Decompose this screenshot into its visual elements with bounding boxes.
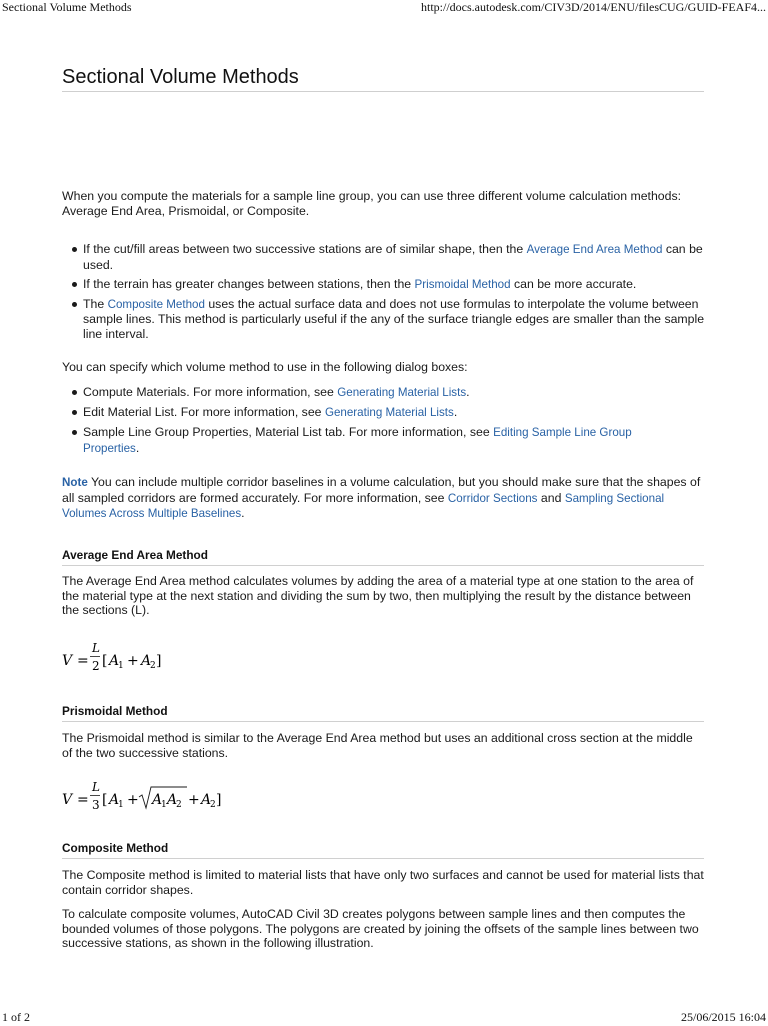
svg-text:3: 3 <box>92 798 100 812</box>
sampling-sectional-volumes-link[interactable]: Sampling Sectional Volumes Across Multiple Baselines <box>62 491 665 521</box>
svg-text:+: + <box>188 792 200 808</box>
page-title: Sectional Volume Methods <box>62 66 704 92</box>
svg-text:1: 1 <box>118 661 124 671</box>
intro-line-2: Average End Area, Prismoidal, or Composite. <box>62 203 310 218</box>
prismoidal-text: The Prismoidal method is similar to the Average End Area method but uses an additional cross section at the middle of the two successive stations. <box>62 731 693 760</box>
svg-text:[: [ <box>102 792 108 808</box>
svg-text:V: V <box>62 653 73 669</box>
generating-material-lists-link-2[interactable]: Generating Material Lists <box>324 405 454 419</box>
svg-text:]: ] <box>216 792 222 808</box>
svg-text:=: = <box>77 792 89 808</box>
svg-text:A: A <box>201 792 212 808</box>
composite-text-1: The Composite method is limited to material lists that have only two surfaces and cannot be used for material lists that contain corridor shapes. <box>62 868 704 897</box>
list-item: Sample Line Group Properties, Material List tab. For more information, see Editing Sample Line Group Properties. <box>83 425 725 456</box>
note-paragraph: Note You can include multiple corridor baselines in a volume calculation, but you should make sure that the shapes of all sampled corridors are formed accurately. For more information, see Corridor Sections and Sampling Sectional Volumes Across Multiple Baselines. <box>62 475 701 521</box>
prismoidal-formula <box>62 777 232 824</box>
svg-text:+: + <box>127 653 139 669</box>
editing-sample-line-group-link[interactable]: Editing Sample Line Group Properties <box>83 425 632 455</box>
composite-heading: Composite Method <box>62 841 704 859</box>
svg-text:+: + <box>127 792 139 808</box>
svg-text:2: 2 <box>176 800 182 810</box>
print-header-title: Sectional Volume Methods <box>2 0 132 14</box>
average-end-area-heading: Average End Area Method <box>62 548 704 566</box>
average-end-area-link[interactable]: Average End Area Method <box>526 243 663 256</box>
svg-text:L: L <box>92 641 100 655</box>
list-item: Compute Materials. For more information, see Generating Material Lists. <box>83 385 725 401</box>
svg-text:A: A <box>167 792 178 808</box>
svg-text:=: = <box>77 653 89 669</box>
svg-text:A: A <box>141 653 152 669</box>
page-number: 1 of 2 <box>2 1010 30 1024</box>
composite-method-link[interactable]: Composite Method <box>107 297 205 311</box>
svg-text:[: [ <box>102 653 108 669</box>
dialog-list <box>62 385 725 461</box>
svg-text:A: A <box>109 653 120 669</box>
note-label: Note <box>62 476 88 489</box>
list-item: If the terrain has greater changes between stations, then the Prismoidal Method can be more accurate. <box>83 277 725 293</box>
average-end-area-text: The Average End Area method calculates volumes by adding the area of a material type at one station to the area of the material type at the next station and dividing the sum by two, then multiplying the result by the distance between the sections (L). <box>62 574 694 618</box>
list-item: Edit Material List. For more information, see Generating Material Lists. <box>83 405 725 421</box>
svg-text:A: A <box>109 792 120 808</box>
dialog-intro: You can specify which volume method to use in the following dialog boxes: <box>62 360 468 374</box>
generating-material-lists-link[interactable]: Generating Material Lists <box>337 386 467 399</box>
svg-text:]: ] <box>156 653 162 669</box>
svg-text:1: 1 <box>161 800 167 810</box>
svg-text:V: V <box>62 792 73 808</box>
svg-text:2: 2 <box>210 800 216 810</box>
print-header <box>0 0 768 16</box>
corridor-sections-link[interactable]: Corridor Sections <box>447 491 538 505</box>
list-item: The Composite Method uses the actual surface data and does not use formulas to interpolate the volume between sample lines. This method is particularly useful if the any of the surface triangle edges are smaller than the sample line interval. <box>83 297 725 342</box>
svg-text:1: 1 <box>118 800 124 810</box>
method-list <box>62 242 725 346</box>
prismoidal-method-link[interactable]: Prismoidal Method <box>414 277 511 291</box>
svg-text:A: A <box>152 792 163 808</box>
print-timestamp: 25/06/2015 16:04 <box>680 1010 766 1024</box>
svg-text:2: 2 <box>92 659 100 673</box>
composite-text-2: To calculate composite volumes, AutoCAD Civil 3D creates polygons between sample lines and then computes the bounded volumes of those polygons. The polygons are created by joining the offsets of the sample lines between two successive stations, as shown in the following illustration. <box>62 907 699 951</box>
print-header-url: http://docs.autodesk.com/CIV3D/2014/ENU/filesCUG/GUID-FEAF4... <box>421 0 766 14</box>
intro-paragraph <box>62 189 704 218</box>
prismoidal-formula-svg <box>62 777 232 819</box>
average-end-area-formula-svg <box>62 638 182 680</box>
svg-text:L: L <box>92 780 100 794</box>
svg-text:2: 2 <box>150 661 156 671</box>
list-item: If the cut/fill areas between two successive stations are of similar shape, then the Average End Area Method can be used. <box>83 242 725 272</box>
average-end-area-formula <box>62 638 182 685</box>
prismoidal-heading: Prismoidal Method <box>62 704 704 722</box>
intro-line-1: When you compute the materials for a sample line group, you can use three different volume calculation methods: <box>62 189 682 203</box>
